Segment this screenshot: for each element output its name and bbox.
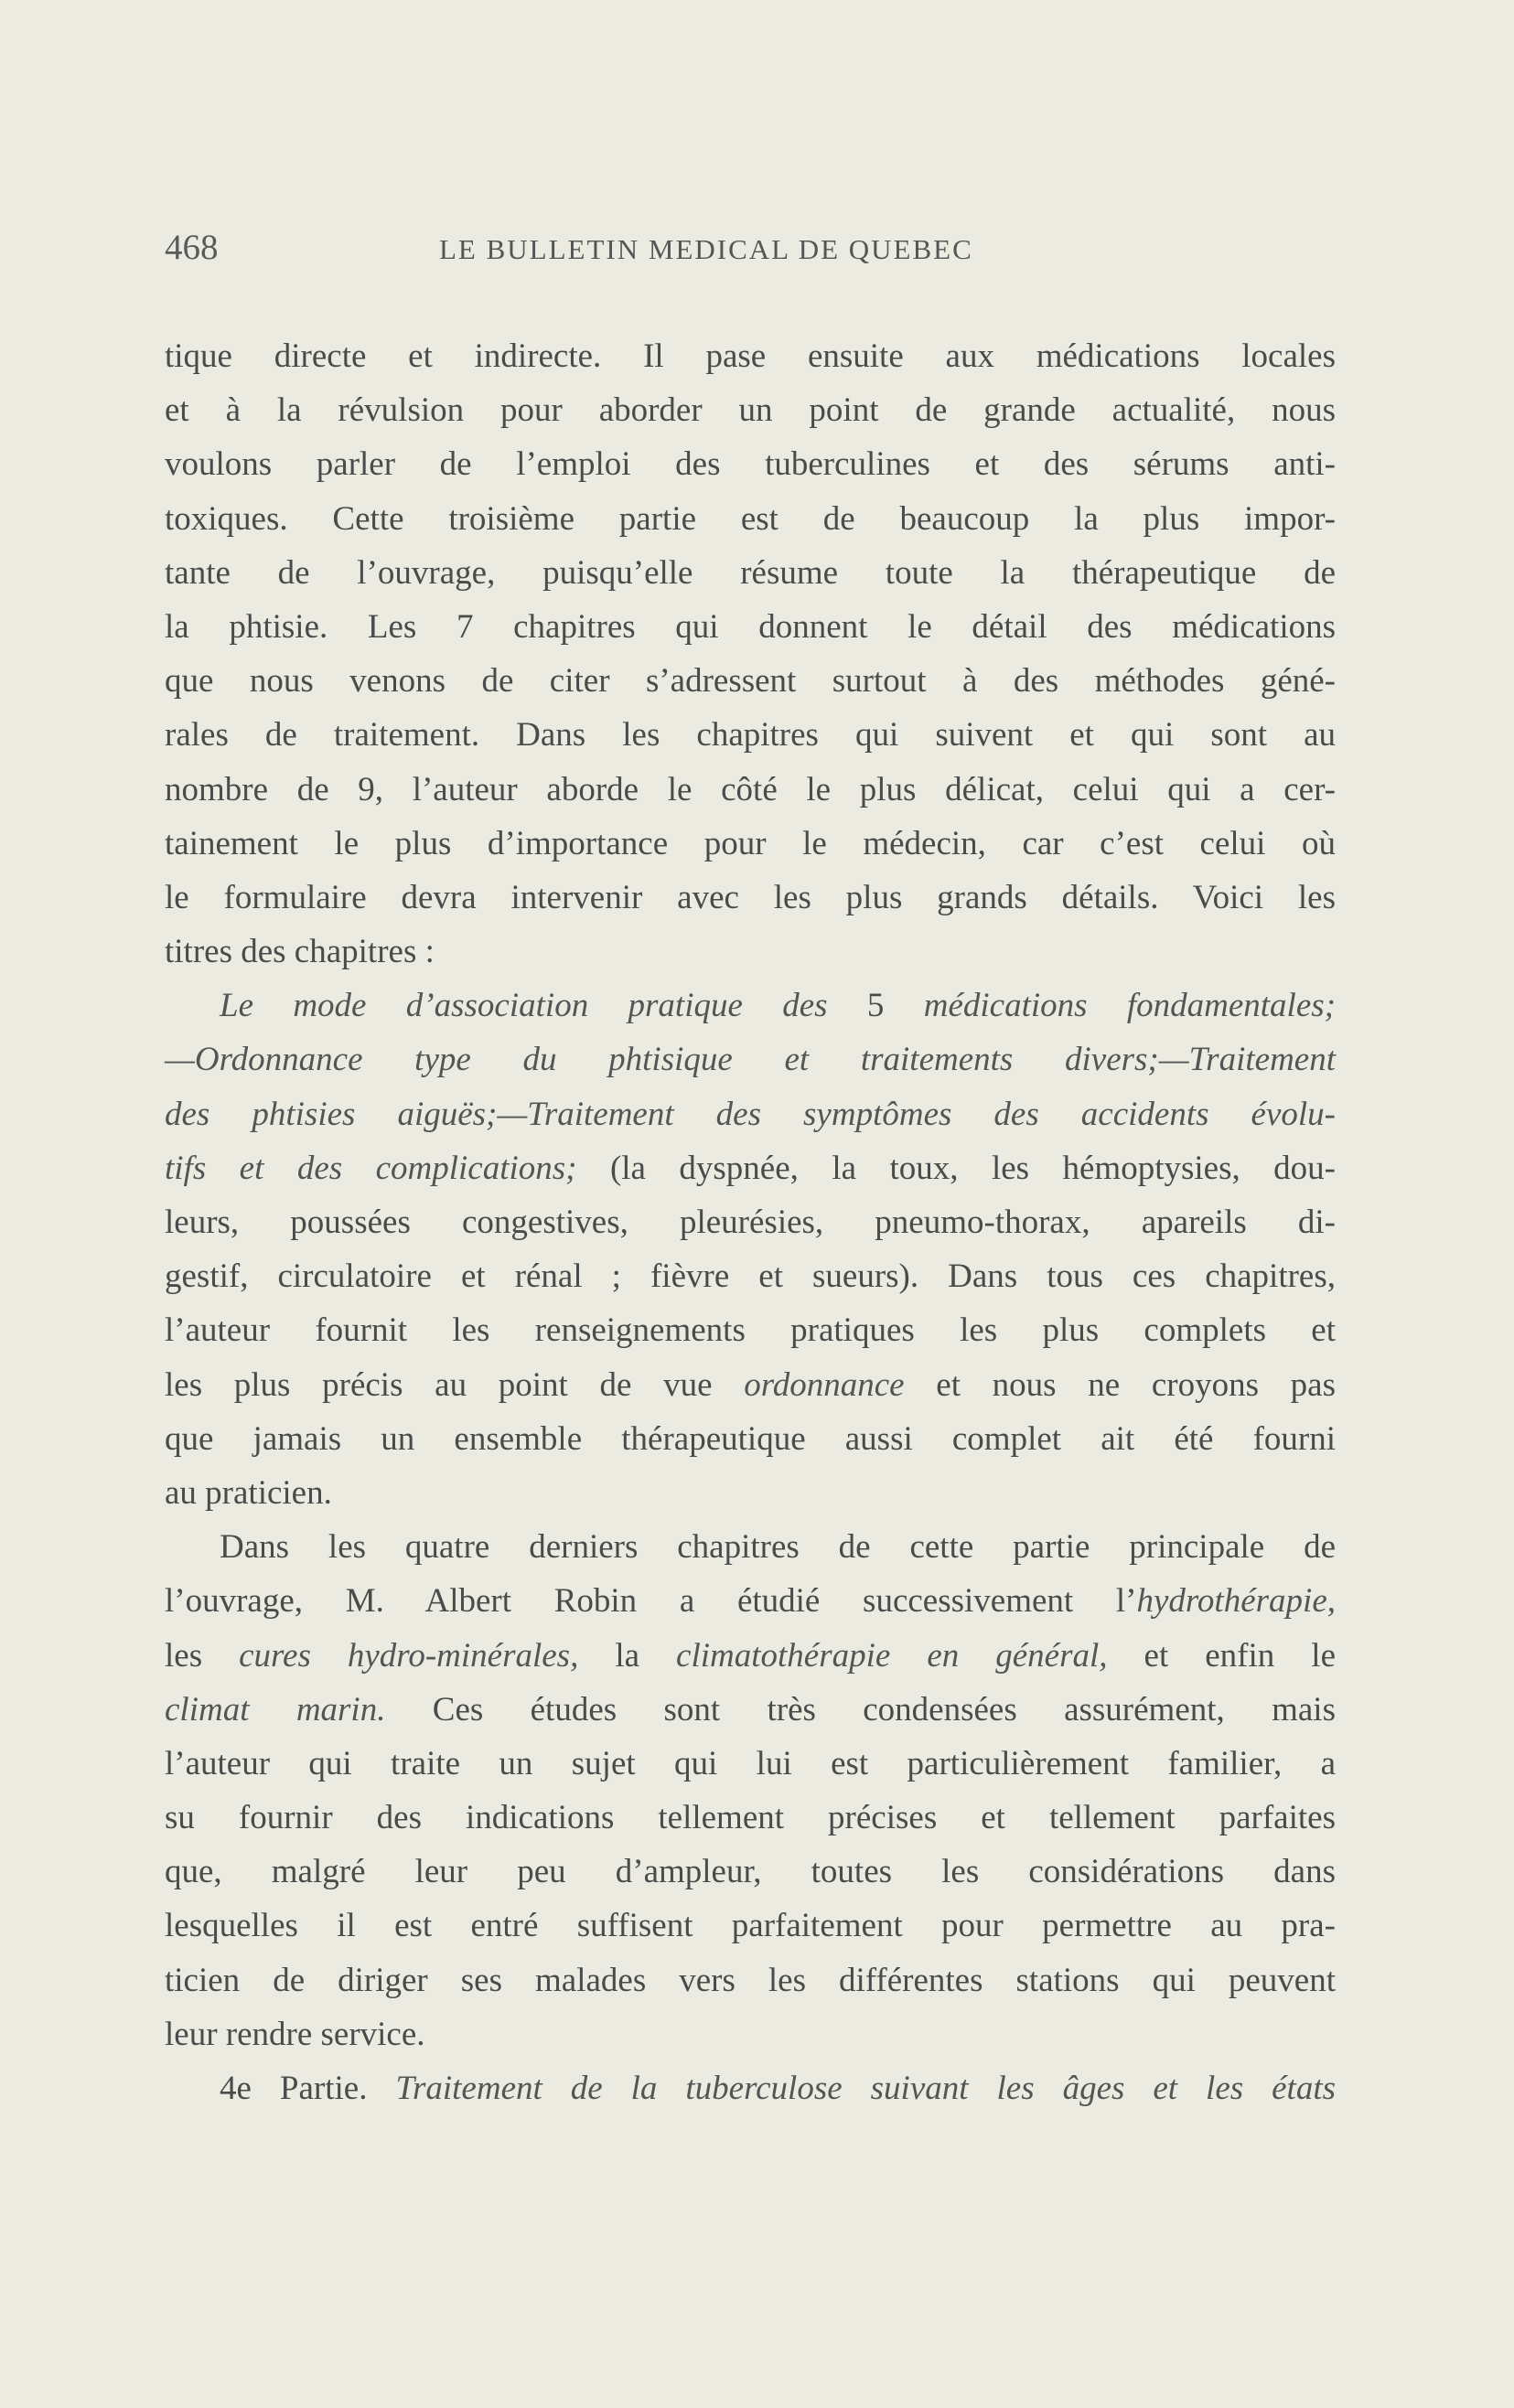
text-line: ticien de diriger ses malades vers les différentes stations qui peuvent [165,1961,1336,1999]
text-line: —Ordonnance type du phtisique et traitements divers;—Traitement [165,1041,1336,1079]
text-line: des phtisies aiguës;—Traitement des symptômes des accidents évolu- [165,1095,1336,1133]
text-line: tifs et des complications; (la dyspnée, la toux, les hémoptysies, dou- [165,1149,1336,1187]
text-line: Dans les quatre derniers chapitres de cette partie principale de [220,1528,1336,1567]
text-line: titres des chapitres : [165,933,435,971]
text-line: toxiques. Cette troisième partie est de beaucoup la plus impor- [165,499,1336,538]
text-line: les cures hydro-minérales, la climatothérapie en général, et enfin le [165,1636,1336,1675]
page-number: 468 [165,228,219,267]
text-line: que nous venons de citer s’adressent surtout à des méthodes géné- [165,662,1336,701]
text-line: leur rendre service. [165,2015,425,2053]
text-line: gestif, circulatoire et rénal ; fièvre et sueurs). Dans tous ces chapitres, [165,1258,1336,1296]
body-text [165,329,1336,2115]
text-line: climat marin. Ces études sont très condensées assurément, mais [165,1690,1336,1728]
text-line: lesquelles il est entré suffisent parfaitement pour permettre au pra- [165,1907,1336,1945]
text-line: Le mode d’association pratique des 5 médications fondamentales; [220,987,1336,1025]
text-line: et à la révulsion pour aborder un point de grande actualité, nous [165,391,1336,430]
text-line: su fournir des indications tellement précises et tellement parfaites [165,1799,1336,1837]
text-line: l’auteur qui traite un sujet qui lui est particulièrement familier, a [165,1744,1336,1782]
text-line: leurs, poussées congestives, pleurésies, pneumo-thorax, apareils di- [165,1204,1336,1241]
text-line: la phtisie. Les 7 chapitres qui donnent le détail des médications [165,607,1336,646]
running-title: LE BULLETIN MEDICAL DE QUEBEC [439,233,973,265]
text-line: au praticien. [165,1473,332,1512]
text-line: le formulaire devra intervenir avec les plus grands détails. Voici les [165,878,1336,916]
text-line: voulons parler de l’emploi des tuberculines et des sérums anti- [165,445,1336,484]
text-line: tante de l’ouvrage, puisqu’elle résume toute la thérapeutique de [165,553,1336,592]
text-line: que, malgré leur peu d’ampleur, toutes les considérations dans [165,1853,1336,1891]
text-line: 4e Partie. Traitement de la tuberculose suivant les âges et les états [220,2070,1337,2107]
text-line: rales de traitement. Dans les chapitres qui suivent et qui sont au [165,716,1336,755]
text-line: tique directe et indirecte. Il pase ensuite aux médications locales [165,337,1336,375]
text-line: que jamais un ensemble thérapeutique aussi complet ait été fourni [165,1419,1336,1458]
text-line: l’auteur fournit les renseignements pratiques les plus complets et [165,1311,1336,1350]
text-line: nombre de 9, l’auteur aborde le côté le plus délicat, celui qui a cer- [165,770,1336,808]
text-line: tainement le plus d’importance pour le médecin, car c’est celui où [165,824,1336,862]
running-header [165,227,1336,273]
text-line: les plus précis au point de vue ordonnance et nous ne croyons pas [165,1365,1336,1404]
text-line: l’ouvrage, M. Albert Robin a étudié successivement l’hydrothérapie, [165,1582,1336,1621]
